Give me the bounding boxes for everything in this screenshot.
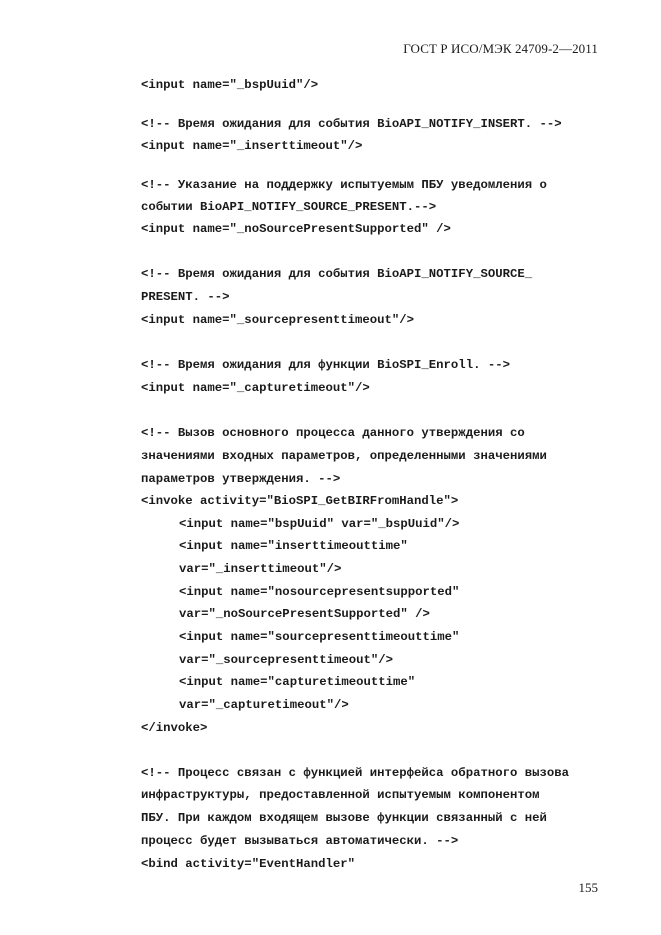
code-line: var="_capturetimeout"/> xyxy=(179,698,349,712)
code-line: <!-- Время ожидания для функции BioSPI_Enroll. --> xyxy=(141,358,510,372)
code-line: <input name="inserttimeouttime" xyxy=(179,539,408,553)
code-line: var="_sourcepresenttimeout"/> xyxy=(179,653,394,667)
code-line: <input name="bspUuid" var="_bspUuid"/> xyxy=(179,517,460,531)
code-line: <!-- Вызов основного процесса данного утверждения со xyxy=(141,426,525,440)
code-line: <bind activity="EventHandler" xyxy=(141,857,356,871)
code-line: <input name="_inserttimeout"/> xyxy=(141,139,363,153)
code-line: <input name="sourcepresenttimeouttime" xyxy=(179,630,460,644)
code-line: процесс будет вызываться автоматически. --> xyxy=(141,834,459,848)
code-line: параметров утверждения. --> xyxy=(141,472,341,486)
code-line: ПБУ. При каждом входящем вызове функции связанный с ней xyxy=(141,811,547,825)
code-line: <!-- Время ожидания для события BioAPI_NOTIFY_SOURCE_ xyxy=(141,267,533,281)
code-line: var="_noSourcePresentSupported" /> xyxy=(179,607,430,621)
code-line: var="_inserttimeout"/> xyxy=(179,562,342,576)
code-line: инфраструктуры, предоставленной испытуемым компонентом xyxy=(141,788,540,802)
code-line: <input name="_sourcepresenttimeout"/> xyxy=(141,313,415,327)
code-line: <input name="_bspUuid"/> xyxy=(141,78,319,92)
code-line: PRESENT. --> xyxy=(141,290,230,304)
code-line: значениями входных параметров, определенными значениями xyxy=(141,449,547,463)
page-number: 155 xyxy=(578,880,598,895)
code-listing xyxy=(141,0,641,871)
code-line: <!-- Указание на поддержку испытуемым ПБУ уведомления о xyxy=(141,178,547,192)
code-line: <input name="_noSourcePresentSupported" /> xyxy=(141,222,451,236)
code-line: <!-- Процесс связан с функцией интерфейса обратного вызова xyxy=(141,766,570,780)
code-line: <invoke activity="BioSPI_GetBIRFromHandle"> xyxy=(141,494,459,508)
code-line: </invoke> xyxy=(141,721,208,735)
code-line: <input name="_capturetimeout"/> xyxy=(141,381,370,395)
document-header: ГОСТ Р ИСО/МЭК 24709-2—2011 xyxy=(403,41,598,56)
code-line: <!-- Время ожидания для события BioAPI_NOTIFY_INSERT. --> xyxy=(141,117,562,131)
code-line: <input name="capturetimeouttime" xyxy=(179,675,416,689)
code-line: событии BioAPI_NOTIFY_SOURCE_PRESENT.--> xyxy=(141,200,437,214)
code-line: <input name="nosourcepresentsupported" xyxy=(179,585,460,599)
